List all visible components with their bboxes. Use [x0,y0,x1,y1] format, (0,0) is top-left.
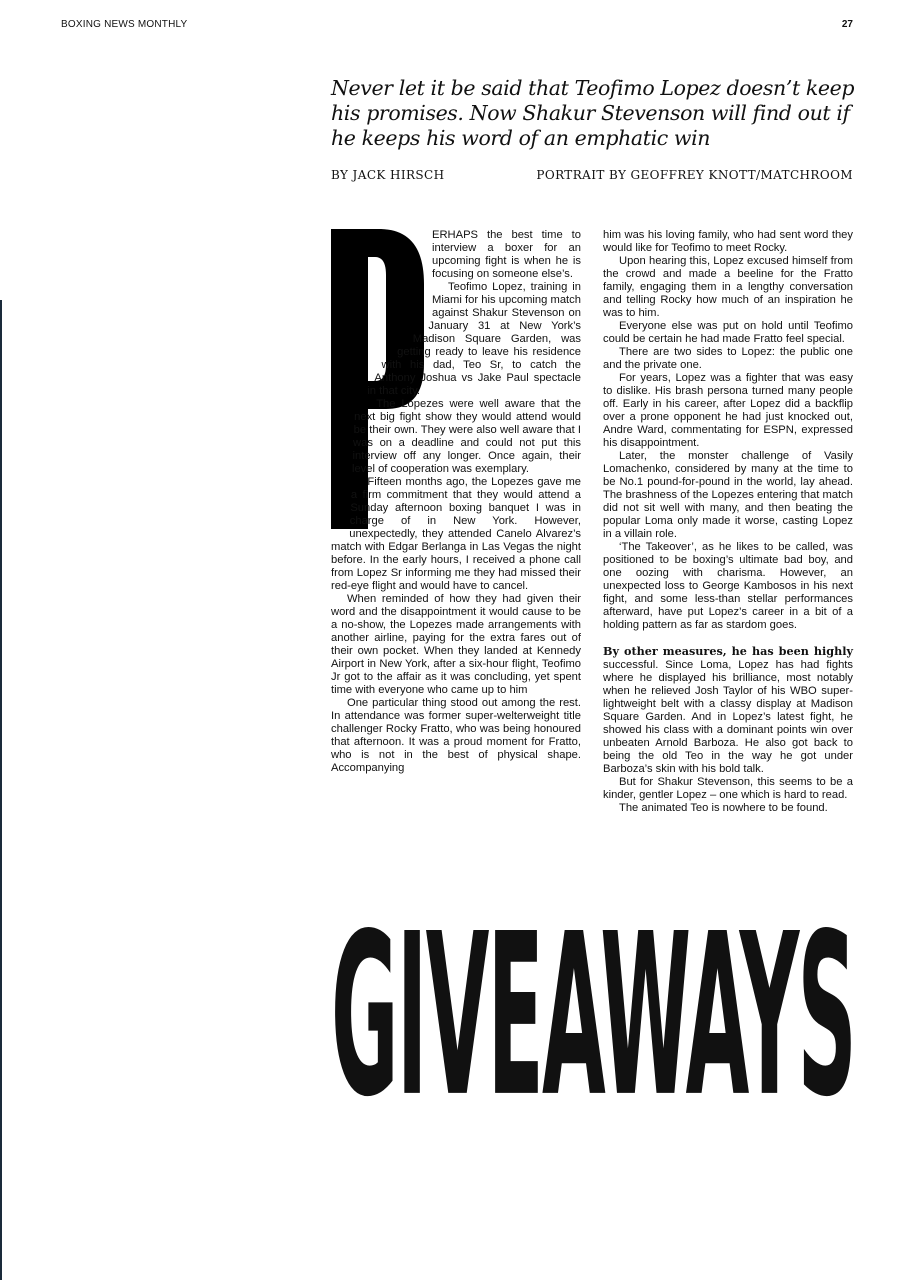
credits-row [331,168,853,182]
section-lead: By other measures, he has been highly [603,644,853,658]
paragraph: Everyone else was put on hold until Teofimo could be certain he had made Fratto feel special. [603,320,853,345]
paragraph: him was his loving family, who had sent word they would like for Teofimo to meet Rocky. [603,229,853,254]
page-number: 27 [841,19,853,30]
paragraph: The animated Teo is nowhere to be found. [619,802,828,814]
paragraph-text: successful. Since Loma, Lopez has had fights where he displayed his brilliance, most notably when he relieved Josh Taylor of his WBO super-lightweight belt with a classy display at Madison Square Garden. And in Lopez’s latest fight, he showed his class with a dominant points win over unbeaten Arnold Barboza. He also got back to being the old Teo in the way he got under Barboza’s skin with his bold talk. [603,659,853,775]
section-lead-paragraph [603,645,853,776]
article-column-right [603,229,853,815]
paragraph: Upon hearing this, Lopez excused himself from the crowd and made a beeline for the Fratto family, engaging them in a lengthy conversation and telling Rocky how much of an inspiration he was to him. [603,255,853,319]
paragraph: Teofimo Lopez, training in Miami for his upcoming match against Shakur Stevenson on January 31 at New York’s Madison Square Garden, was getting ready to leave his residence with his dad, Teo Sr, to catch the Anthony Joshua vs Jake Paul spectacle in that city. [367,281,581,397]
publication-name: BOXING NEWS MONTHLY [61,19,188,30]
paragraph: When reminded of how they had given their word and the disappointment it would cause to be a no-show, the Lopezes made arrangements with another airline, paying for the extra fares out of their own pocket. When they landed at Kennedy Airport in New York, after a six-hour flight, Teofimo Jr got to the affair as it was concluding, yet spent time with everyone who came up to him [331,593,581,696]
headline: GIVEAWAYS [331,885,855,1147]
article-column-left [331,229,581,775]
paragraph: There are two sides to Lopez: the public one and the private one. [603,346,853,371]
paragraph: Later, the monster challenge of Vasily Lomachenko, considered by many at the time to be No.1 pound-for-pound in the world, lay ahead. The brashness of the Lopezes entering that match did not sit well with many, and then beating the popular Loma only made it worse, casting Lopez in a villain role. [603,450,853,540]
paragraph: Fifteen months ago, the Lopezes gave me a firm commitment that they would attend a Sunday afternoon boxing banquet I was in charge of in New York. However, unexpectedly, they attended Canelo Alvarez’s match with Edgar Berlanga in Las Vegas the night before. In the early hours, I received a phone call from Lopez Sr informing me they had missed their red-eye flight and would have to cancel. [331,476,581,592]
paragraph: For years, Lopez was a fighter that was easy to dislike. His brash persona turned many people off. Early in his career, after Lopez did a backflip over a prone opponent he had just knocked out, Andre Ward, commentating for ESPN, expressed his disappointment. [603,372,853,449]
paragraph: The Lopezes were well aware that the next big fight show they would attend would be their own. They were also well aware that I was on a deadline and could not put this interview off any longer. Once again, their level of cooperation was exemplary. [351,398,581,475]
paragraph: One particular thing stood out among the rest. In attendance was former super-welterweight title challenger Rocky Fratto, who was being honoured that afternoon. It was a proud moment for Fratto, who is not in the best of physical shape. Accompanying [331,697,581,774]
photo-credit: PORTRAIT BY GEOFFREY KNOTT/MATCHROOM [536,168,853,182]
paragraph: ‘The Takeover’, as he likes to be called, was positioned to be boxing’s ultimate bad boy, and one oozing with charisma. However, an unexpected loss to George Kambosos in his next fight, and some less-than stellar performances afterward, have put Lopez’s career in a bit of a holding pattern as far as stardom goes. [603,541,853,631]
paragraph: ERHAPS the best time to interview a boxer for an upcoming fight is when he is focusing on someone else’s. [432,229,581,280]
standfirst: Never let it be said that Teofimo Lopez doesn’t keep his promises. Now Shakur Stevenson will find out if he keeps his word of an emphatic win [331,76,855,150]
page-edge-line [0,300,2,1280]
paragraph: But for Shakur Stevenson, this seems to be a kinder, gentler Lopez – one which is hard to read. [603,776,853,801]
byline: BY JACK HIRSCH [331,168,445,182]
